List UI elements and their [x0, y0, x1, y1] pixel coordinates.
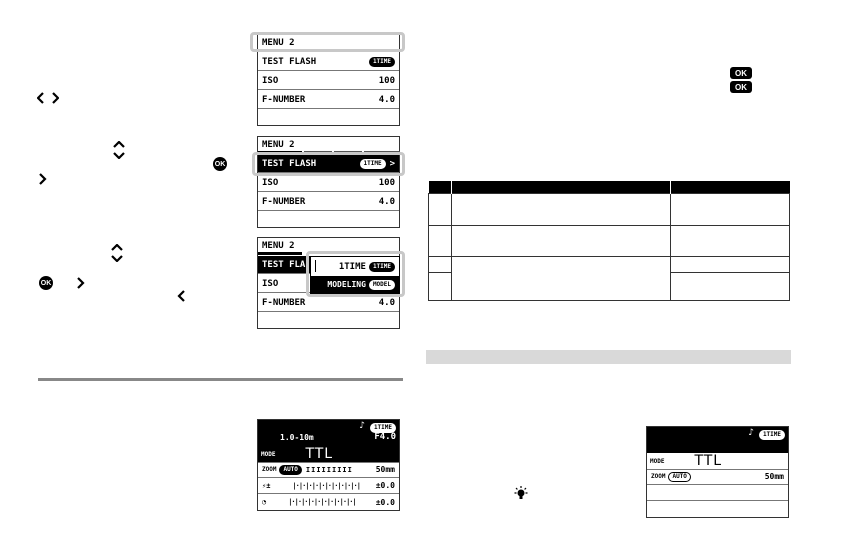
- zoom-value: 50mm: [764, 472, 784, 481]
- row-value: 100: [378, 75, 395, 86]
- table-cell: [451, 257, 670, 301]
- ok-button-icon: OK: [730, 81, 752, 93]
- table-header-cell: [429, 181, 452, 194]
- sound-icon: ♪: [748, 428, 754, 438]
- flash-lcd-display: [257, 419, 400, 511]
- menu-row-iso[interactable]: [258, 174, 399, 192]
- menu-row-f-number[interactable]: [258, 193, 399, 211]
- mode-value: TTL: [694, 453, 723, 469]
- option-badge: 1TIME: [369, 262, 395, 272]
- option-badge: MODEL: [369, 280, 395, 290]
- panel-title: MENU 2: [262, 38, 295, 48]
- row-label: TEST FLASH: [262, 56, 317, 67]
- row-label: TEST FLA: [262, 259, 306, 270]
- row-label: ISO: [262, 278, 279, 289]
- row-label: F-NUMBER: [262, 297, 306, 308]
- menu-panel-2: [257, 136, 400, 228]
- ok-button-icon: OK: [39, 276, 53, 290]
- row-value-badge: 1TIME: [360, 159, 386, 169]
- table-header-cell: [451, 181, 670, 194]
- tab-indicator: [258, 252, 302, 255]
- row-value: 4.0: [378, 196, 395, 207]
- mode-row: [258, 446, 399, 463]
- table-cell: [429, 194, 452, 226]
- row-value: 4.0: [378, 94, 395, 105]
- zoom-label: ZOOM: [262, 466, 277, 473]
- zoom-row: [647, 469, 788, 485]
- compensation-scale: |·|·|·|·|·|·|·|·|·|·|: [292, 481, 360, 490]
- exposure-comp-row: [258, 494, 399, 510]
- sound-icon: ♪: [359, 421, 365, 431]
- row-label: ISO: [262, 177, 279, 188]
- flash-compensation-icon: ⚡±: [262, 481, 271, 490]
- up-down-arrows-icon: [112, 140, 126, 160]
- row-value: 100: [378, 177, 395, 188]
- row-label: TEST FLASH: [262, 158, 317, 169]
- table-row: [429, 257, 790, 273]
- table-row: [429, 194, 790, 226]
- left-right-arrows-icon: [36, 91, 60, 105]
- f-number-value: F4.0: [374, 432, 396, 442]
- zoom-label: ZOOM: [651, 473, 666, 480]
- zoom-row: [258, 462, 399, 478]
- menu-row-f-number[interactable]: [258, 91, 399, 109]
- right-arrow-icon: [76, 276, 86, 290]
- ok-button-icon: OK: [730, 67, 752, 79]
- table-cell: [670, 226, 790, 257]
- flash-lcd-display-modeling: [646, 426, 789, 518]
- lcd-header: [258, 420, 399, 446]
- mode-value: TTL: [305, 446, 334, 462]
- flash-comp-value: ±0.0: [375, 481, 395, 490]
- table-cell: [451, 194, 670, 226]
- highlight-frame: [306, 251, 405, 297]
- zoom-auto-badge: AUTO: [668, 472, 690, 482]
- mode-row: [647, 453, 788, 470]
- table-cell: [451, 226, 670, 257]
- empty-row: [647, 501, 788, 517]
- zoom-auto-badge: AUTO: [279, 465, 301, 475]
- panel-title: MENU 2: [262, 241, 295, 251]
- empty-row: [647, 485, 788, 501]
- right-arrow-icon: [38, 172, 48, 186]
- row-value-badge: 1TIME: [369, 57, 395, 67]
- flash-comp-row: [258, 478, 399, 494]
- row-label: F-NUMBER: [262, 196, 306, 207]
- test-flash-badge: 1TIME: [759, 430, 785, 440]
- flash-range: 1.0-10m: [280, 433, 314, 442]
- table-cell: [670, 273, 790, 301]
- table-cell: [429, 257, 452, 273]
- left-arrow-icon: [176, 289, 186, 303]
- table-header-row: [429, 181, 790, 194]
- row-value: 4.0: [378, 297, 395, 308]
- mode-label: MODE: [650, 457, 665, 465]
- table-cell: [429, 273, 452, 301]
- highlight-frame: [250, 32, 405, 52]
- exposure-compensation-icon: ◔: [262, 498, 267, 506]
- highlight-frame: [252, 152, 405, 176]
- spec-table: [428, 181, 790, 301]
- menu-row-iso[interactable]: [258, 72, 399, 90]
- table-cell: [670, 194, 790, 226]
- ok-button-icon: OK: [213, 157, 227, 171]
- up-down-arrows-icon: [110, 243, 124, 263]
- mode-label: MODE: [261, 450, 276, 458]
- test-flash-badge: 1TIME: [370, 423, 396, 433]
- chevron-right-icon: >: [389, 158, 395, 169]
- table-cell: [429, 226, 452, 257]
- table-header-cell: [670, 181, 790, 194]
- row-label: ISO: [262, 75, 279, 86]
- panel-title: MENU 2: [262, 140, 295, 150]
- section-header-bar: [426, 350, 791, 364]
- zoom-scale: IIIIIIIII: [305, 465, 353, 474]
- menu-row-test-flash[interactable]: [258, 53, 399, 71]
- zoom-value: 50mm: [375, 465, 395, 474]
- table-cell: [670, 257, 790, 273]
- exposure-comp-value: ±0.0: [375, 497, 395, 507]
- option-label: 1TIME: [338, 262, 366, 272]
- option-label: MODELING: [327, 280, 366, 289]
- section-divider: [38, 378, 403, 381]
- table-row: [429, 226, 790, 257]
- modeling-light-bulb-icon: [513, 485, 529, 503]
- compensation-scale: |·|·|·|·|·|·|·|·|·|·|: [288, 498, 356, 506]
- row-label: F-NUMBER: [262, 94, 306, 105]
